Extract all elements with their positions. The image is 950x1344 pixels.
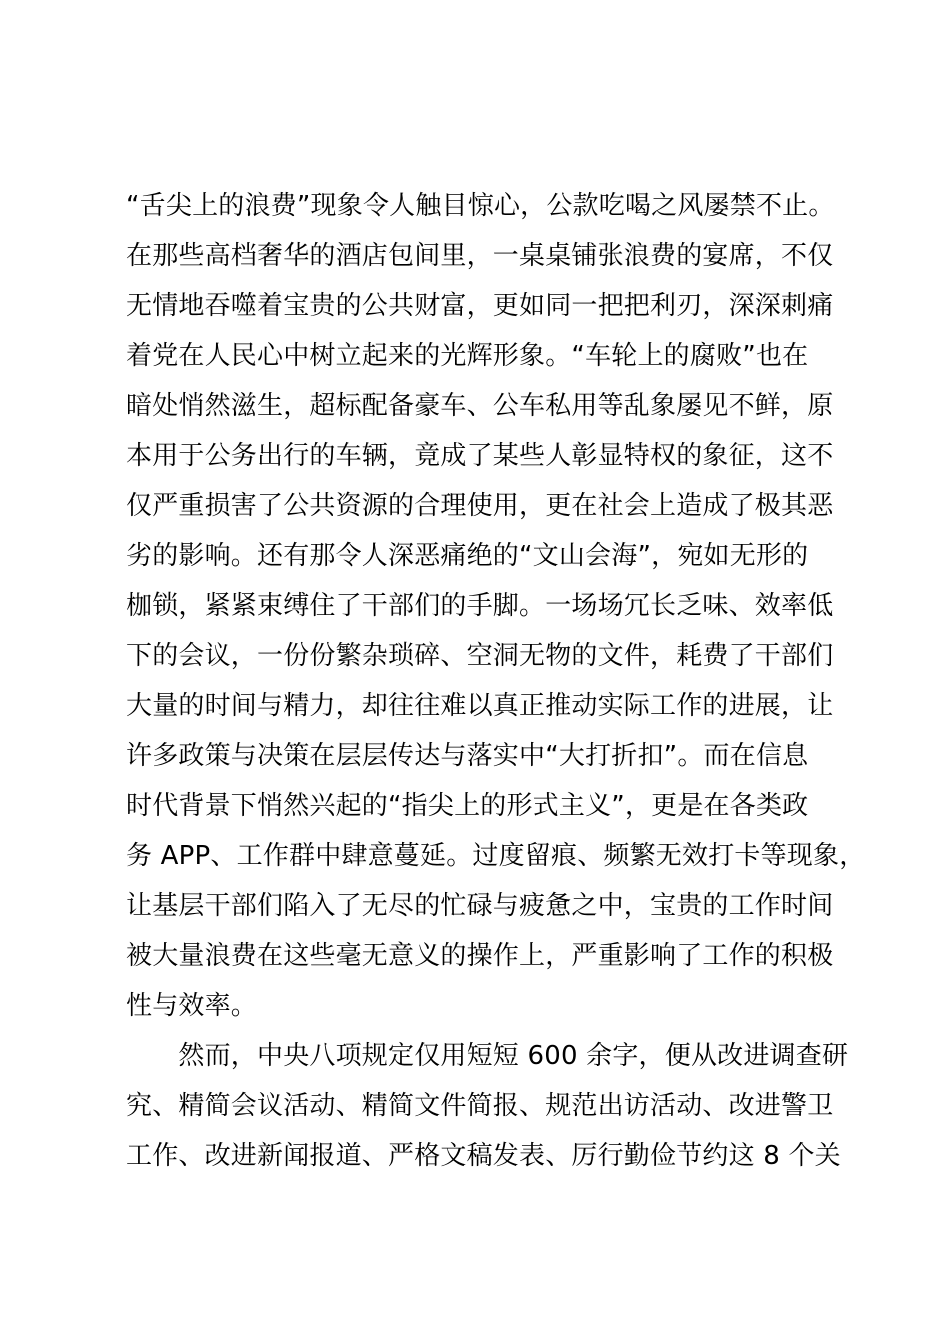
body-text: [126, 181, 866, 1181]
text-line: 大量的时间与精力，却往往难以真正推动实际工作的进展，让: [126, 691, 834, 721]
text-line: 究、精简会议活动、精简文件简报、规范出访活动、改进警卫: [126, 1091, 834, 1121]
text-line: 时代背景下悄然兴起的“指尖上的形式主义”，更是在各类政: [126, 791, 809, 821]
text-line: 着党在人民心中树立起来的光辉形象。“车轮上的腐败”也在: [126, 341, 809, 371]
text-line: 性与效率。: [126, 991, 258, 1021]
text-line: 在那些高档奢华的酒店包间里，一桌桌铺张浪费的宴席，不仅: [126, 241, 834, 271]
text-line: 本用于公务出行的车辆，竟成了某些人彰显特权的象征，这不: [126, 441, 834, 471]
text-line: 工作、改进新闻报道、严格文稿发表、厉行勤俭节约这 8 个关: [126, 1141, 841, 1171]
text-line: 然而，中央八项规定仅用短短 600 余字，便从改进调查研: [126, 1041, 849, 1071]
text-line: 仅严重损害了公共资源的合理使用，更在社会上造成了极其恶: [126, 491, 834, 521]
text-line: 务 APP、工作群中肆意蔓延。过度留痕、频繁无效打卡等现象，: [126, 841, 866, 871]
text-line: 无情地吞噬着宝贵的公共财富，更如同一把把利刃，深深刺痛: [126, 291, 834, 321]
paragraph-1: [126, 181, 866, 1031]
paragraph-2: [126, 1031, 849, 1181]
text-line: 下的会议，一份份繁杂琐碎、空洞无物的文件，耗费了干部们: [126, 641, 834, 671]
text-line: 被大量浪费在这些毫无意义的操作上，严重影响了工作的积极: [126, 941, 834, 971]
text-line: “舌尖上的浪费”现象令人触目惊心，公款吃喝之风屡禁不止。: [126, 191, 835, 221]
text-line: 许多政策与决策在层层传达与落实中“大打折扣”。而在信息: [126, 741, 809, 771]
text-line: 让基层干部们陷入了无尽的忙碌与疲惫之中，宝贵的工作时间: [126, 891, 834, 921]
text-line: 暗处悄然滋生，超标配备豪车、公车私用等乱象屡见不鲜，原: [126, 391, 834, 421]
text-line: 劣的影响。还有那令人深恶痛绝的“文山会海”，宛如无形的: [126, 541, 809, 571]
text-line: 枷锁，紧紧束缚住了干部们的手脚。一场场冗长乏味、效率低: [126, 591, 834, 621]
